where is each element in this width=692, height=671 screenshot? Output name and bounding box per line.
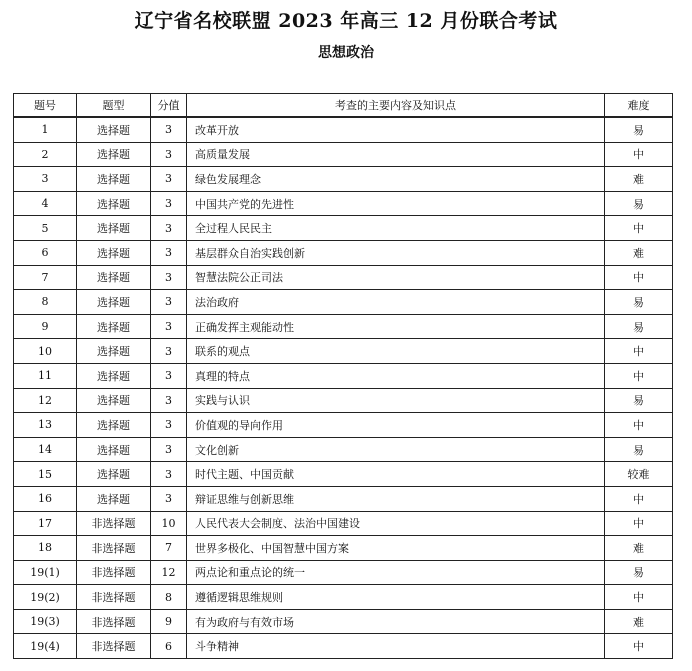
cell-difficulty: 难 [605,240,673,265]
cell-type: 选择题 [77,314,151,339]
cell-type: 非选择题 [77,560,151,585]
cell-difficulty: 易 [605,191,673,216]
cell-content: 遵循逻辑思维规则 [187,585,605,610]
cell-type: 选择题 [77,240,151,265]
table-row [14,240,673,265]
cell-difficulty: 中 [605,265,673,290]
cell-difficulty: 易 [605,314,673,339]
cell-difficulty: 中 [605,142,673,167]
cell-score: 6 [151,634,187,659]
cell-content: 基层群众自治实践创新 [187,240,605,265]
cell-difficulty: 中 [605,413,673,438]
cell-content: 智慧法院公正司法 [187,265,605,290]
cell-number: 11 [14,363,77,388]
cell-content: 人民代表大会制度、法治中国建设 [187,511,605,536]
cell-number: 1 [14,117,77,142]
table-row [14,191,673,216]
cell-type: 选择题 [77,339,151,364]
cell-number: 14 [14,437,77,462]
table-row [14,413,673,438]
cell-content: 辩证思维与创新思维 [187,486,605,511]
cell-number: 12 [14,388,77,413]
cell-content: 两点论和重点论的统一 [187,560,605,585]
cell-content: 联系的观点 [187,339,605,364]
cell-content: 正确发挥主观能动性 [187,314,605,339]
cell-number: 15 [14,462,77,487]
cell-difficulty: 中 [605,339,673,364]
cell-type: 选择题 [77,117,151,142]
cell-difficulty: 难 [605,167,673,192]
cell-difficulty: 易 [605,117,673,142]
cell-type: 选择题 [77,437,151,462]
cell-difficulty: 中 [605,511,673,536]
cell-type: 非选择题 [77,585,151,610]
cell-number: 3 [14,167,77,192]
cell-content: 文化创新 [187,437,605,462]
cell-type: 非选择题 [77,536,151,561]
cell-content: 斗争精神 [187,634,605,659]
table-row [14,609,673,634]
cell-number: 9 [14,314,77,339]
table-row [14,437,673,462]
cell-number: 19(3) [14,609,77,634]
cell-number: 8 [14,290,77,315]
header-score: 分值 [151,94,187,118]
cell-type: 选择题 [77,290,151,315]
cell-content: 绿色发展理念 [187,167,605,192]
header-difficulty: 难度 [605,94,673,118]
cell-content: 中国共产党的先进性 [187,191,605,216]
header-type: 题型 [77,94,151,118]
cell-score: 9 [151,609,187,634]
table-row [14,142,673,167]
cell-type: 非选择题 [77,609,151,634]
cell-type: 选择题 [77,363,151,388]
cell-number: 7 [14,265,77,290]
table-row [14,585,673,610]
cell-difficulty: 易 [605,560,673,585]
cell-type: 选择题 [77,216,151,241]
cell-number: 4 [14,191,77,216]
cell-type: 选择题 [77,265,151,290]
cell-number: 16 [14,486,77,511]
cell-content: 真理的特点 [187,363,605,388]
table-row [14,486,673,511]
cell-content: 实践与认识 [187,388,605,413]
cell-score: 3 [151,413,187,438]
cell-difficulty: 中 [605,634,673,659]
cell-content: 高质量发展 [187,142,605,167]
table-row [14,265,673,290]
cell-type: 非选择题 [77,634,151,659]
document-title: 辽宁省名校联盟 2023 年高三 12 月份联合考试 [134,10,558,32]
cell-score: 3 [151,314,187,339]
cell-score: 3 [151,240,187,265]
cell-score: 10 [151,511,187,536]
table-row [14,462,673,487]
cell-type: 非选择题 [77,511,151,536]
cell-content: 全过程人民民主 [187,216,605,241]
cell-number: 10 [14,339,77,364]
cell-number: 17 [14,511,77,536]
cell-difficulty: 难 [605,536,673,561]
cell-content: 时代主题、中国贡献 [187,462,605,487]
cell-score: 3 [151,216,187,241]
cell-score: 3 [151,486,187,511]
header-number: 题号 [14,94,77,118]
cell-score: 3 [151,437,187,462]
cell-score: 3 [151,167,187,192]
cell-difficulty: 易 [605,388,673,413]
cell-score: 12 [151,560,187,585]
table-row [14,314,673,339]
cell-content: 改革开放 [187,117,605,142]
cell-content: 世界多极化、中国智慧中国方案 [187,536,605,561]
cell-type: 选择题 [77,462,151,487]
cell-number: 18 [14,536,77,561]
cell-score: 3 [151,388,187,413]
cell-score: 3 [151,462,187,487]
table-row [14,117,673,142]
table-row [14,634,673,659]
table-body [14,117,673,659]
cell-number: 2 [14,142,77,167]
cell-score: 3 [151,339,187,364]
table-row [14,388,673,413]
cell-difficulty: 中 [605,363,673,388]
table-row [14,339,673,364]
cell-difficulty: 易 [605,290,673,315]
table-row [14,167,673,192]
table-row [14,560,673,585]
cell-score: 7 [151,536,187,561]
cell-type: 选择题 [77,142,151,167]
cell-difficulty: 中 [605,216,673,241]
cell-type: 选择题 [77,413,151,438]
cell-score: 3 [151,265,187,290]
cell-number: 19(2) [14,585,77,610]
cell-content: 有为政府与有效市场 [187,609,605,634]
cell-difficulty: 中 [605,486,673,511]
cell-difficulty: 中 [605,585,673,610]
table-row [14,363,673,388]
cell-type: 选择题 [77,167,151,192]
cell-difficulty: 难 [605,609,673,634]
cell-score: 8 [151,585,187,610]
table-row [14,536,673,561]
table-row [14,511,673,536]
cell-content: 价值观的导向作用 [187,413,605,438]
cell-score: 3 [151,191,187,216]
table-row [14,216,673,241]
exam-analysis-table [13,93,673,659]
cell-score: 3 [151,117,187,142]
cell-score: 3 [151,142,187,167]
table-header-row [14,94,673,118]
document-subtitle: 思想政治 [318,45,374,61]
cell-difficulty: 较难 [605,462,673,487]
cell-number: 19(4) [14,634,77,659]
cell-type: 选择题 [77,388,151,413]
cell-type: 选择题 [77,486,151,511]
cell-score: 3 [151,363,187,388]
cell-number: 6 [14,240,77,265]
cell-type: 选择题 [77,191,151,216]
cell-number: 19(1) [14,560,77,585]
cell-number: 5 [14,216,77,241]
header-content: 考查的主要内容及知识点 [187,94,605,118]
cell-score: 3 [151,290,187,315]
cell-content: 法治政府 [187,290,605,315]
table-row [14,290,673,315]
cell-difficulty: 易 [605,437,673,462]
cell-number: 13 [14,413,77,438]
